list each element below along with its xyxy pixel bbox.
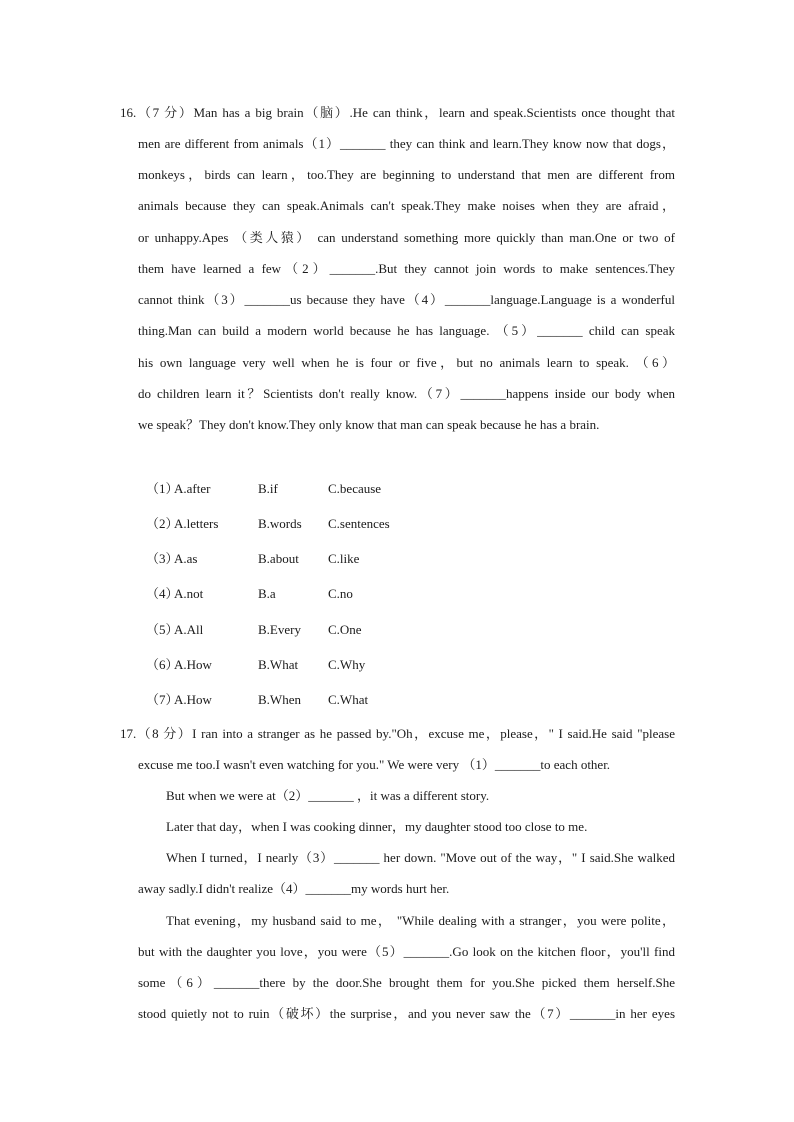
q17-line-8: but with the daughter you love，you were（5）_______.Go look on the kitchen floor，you'll find — [138, 944, 675, 959]
option-number: （2） — [146, 516, 179, 531]
q16-line-4: animals because they can speak.Animals can't speak.They make noises when they are afraid， — [138, 198, 675, 213]
option-c: C.sentences — [328, 516, 390, 531]
q17-line-5: When I turned，I nearly（3）_______ her down. "Move out of the way，" I said.She walked — [166, 850, 675, 865]
option-c: C.because — [328, 481, 382, 496]
q17-line-1: 17.（8 分）I ran into a stranger as he passed by."Oh，excuse me，please，" I said.He said "please — [120, 726, 675, 741]
option-number: （1） — [146, 481, 179, 496]
q16-line-10: do children learn it？Scientists don't really know.（7）_______happens inside our body when — [138, 386, 675, 401]
option-b: B.Every — [258, 622, 301, 637]
q17-line-9: some（6）_______there by the door.She brought them for you.She picked them herself.She — [138, 975, 675, 990]
option-b: B.if — [258, 481, 278, 496]
option-c: C.One — [328, 622, 362, 637]
q16-line-1: 16.（7 分）Man has a big brain（脑）.He can think，learn and speak.Scientists once thought that — [120, 105, 675, 120]
option-a: A.How — [174, 692, 212, 707]
q16-line-5: or unhappy.Apes （类人猿） can understand something more quickly than man.One or two of — [138, 230, 675, 245]
q17-line-6: away sadly.I didn't realize（4）_______my words hurt her. — [138, 881, 450, 896]
option-b: B.a — [258, 586, 276, 601]
option-c: C.no — [328, 586, 353, 601]
option-number: （5） — [146, 622, 179, 637]
option-a: A.All — [174, 622, 204, 637]
q17-line-10: stood quietly not to ruin（破坏）the surprise，and you never saw the（7）_______in her eyes — [138, 1006, 675, 1021]
q17-line-4: Later that day，when I was cooking dinner，my daughter stood too close to me. — [166, 819, 588, 834]
option-b: B.words — [258, 516, 302, 531]
option-b: B.What — [258, 657, 299, 672]
option-c: C.like — [328, 551, 360, 566]
option-b: B.When — [258, 692, 301, 707]
option-a: A.not — [174, 586, 204, 601]
q17-line-2: excuse me too.I wasn't even watching for you." We were very （1）_______to each other. — [138, 757, 611, 772]
q16-line-2: men are different from animals（1）_______ they can think and learn.They know now that dogs， — [138, 136, 675, 151]
option-a: A.How — [174, 657, 212, 672]
option-c: C.What — [328, 692, 369, 707]
option-a: A.after — [174, 481, 211, 496]
q16-line-9: his own language very well when he is four or five，but no animals learn to speak. （6） — [138, 355, 675, 370]
q16-line-6: them have learned a few（2）_______.But they cannot join words to make sentences.They — [138, 261, 675, 276]
q17-line-7: That evening，my husband said to me， "While dealing with a stranger，you were polite， — [166, 913, 675, 928]
option-a: A.letters — [174, 516, 219, 531]
option-c: C.Why — [328, 657, 366, 672]
q16-line-11: we speak？They don't know.They only know that man can speak because he has a brain. — [138, 417, 600, 432]
option-number: （7） — [146, 692, 179, 707]
q17-line-3: But when we were at（2）_______ ，it was a different story. — [166, 788, 490, 803]
option-number: （3） — [146, 551, 179, 566]
option-a: A.as — [174, 551, 198, 566]
q16-line-8: thing.Man can build a modern world because he has language. （5）_______ child can speak — [138, 323, 675, 338]
q16-line-7: cannot think（3）_______us because they have（4）_______language.Language is a wonderful — [138, 292, 675, 307]
option-number: （4） — [146, 586, 179, 601]
option-number: （6） — [146, 657, 179, 672]
option-b: B.about — [258, 551, 299, 566]
q16-line-3: monkeys，birds can learn，too.They are beginning to understand that men are different from — [138, 167, 675, 182]
